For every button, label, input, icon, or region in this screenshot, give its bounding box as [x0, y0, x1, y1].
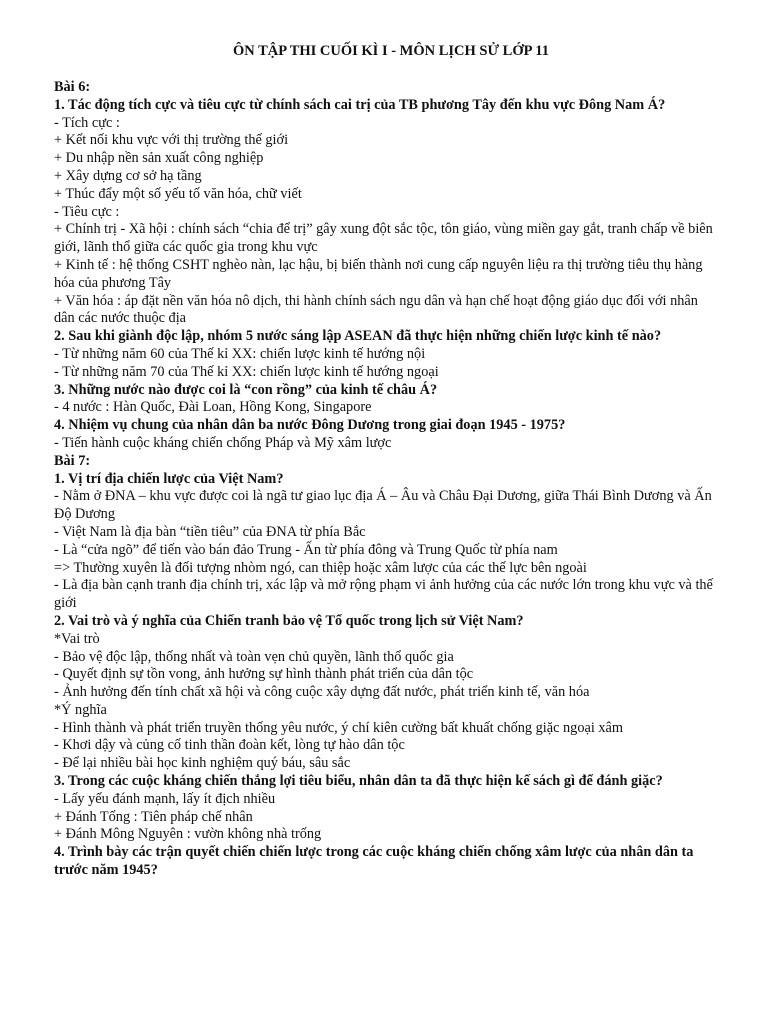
- text-line: - Là địa bàn cạnh tranh địa chính trị, xác lập và mở rộng phạm vi ảnh hưởng của các nước lớn trong khu vực và thế giới: [54, 577, 713, 612]
- text-line: - Nằm ở ĐNA – khu vực được coi là ngã tư giao lục địa Á – Âu và Châu Đại Dương, giữa Thái Bình Dương và Ấn Độ Dương: [54, 488, 712, 523]
- text-line: - Tiến hành cuộc kháng chiến chống Pháp và Mỹ xâm lược: [54, 434, 392, 451]
- text-line: + Đánh Mông Nguyên : vườn không nhà trống: [54, 826, 322, 843]
- question-heading: 3. Trong các cuộc kháng chiến thắng lợi tiêu biểu, nhân dân ta đã thực hiện kế sách gì để đánh giặc?: [54, 773, 663, 790]
- text-line: + Văn hóa : áp đặt nền văn hóa nô dịch, thi hành chính sách ngu dân và hạn chế hoạt động giáo dục đối với nhân dân các nước thuộc địa: [54, 292, 698, 327]
- question-heading: 4. Nhiệm vụ chung của nhân dân ba nước Đông Dương trong giai đoạn 1945 - 1975?: [54, 417, 566, 434]
- text-line: - 4 nước : Hàn Quốc, Đài Loan, Hồng Kong, Singapore: [54, 399, 372, 416]
- text-line: + Du nhập nền sản xuất công nghiệp: [54, 150, 264, 167]
- text-line: - Là “cửa ngõ” để tiến vào bán đảo Trung - Ấn từ phía đông và Trung Quốc từ phía nam: [54, 541, 558, 558]
- text-line: - Khơi dậy và củng cố tinh thần đoàn kết, lòng tự hào dân tộc: [54, 737, 405, 754]
- text-line: - Để lại nhiều bài học kinh nghiệm quý báu, sâu sắc: [54, 755, 351, 772]
- question-heading: 3. Những nước nào được coi là “con rồng” của kinh tế châu Á?: [54, 381, 438, 398]
- text-line: *Vai trò: [54, 630, 100, 647]
- question-heading: 2. Vai trò và ý nghĩa của Chiến tranh bảo vệ Tổ quốc trong lịch sử Việt Nam?: [54, 612, 524, 629]
- text-line: - Việt Nam là địa bàn “tiền tiêu” của ĐNA từ phía Bắc: [54, 523, 366, 540]
- text-line: + Thúc đẩy một số yếu tố văn hóa, chữ viết: [54, 185, 302, 202]
- text-line: + Kinh tế : hệ thống CSHT nghèo nàn, lạc hậu, bị biến thành nơi cung cấp nguyên liệu ra thị trường tiêu thụ hàng hóa của phương Tây: [54, 256, 703, 291]
- text-line: - Hình thành và phát triển truyền thống yêu nước, ý chí kiên cường bất khuất chống giặc ngoại xâm: [54, 719, 623, 736]
- text-line: *Ý nghĩa: [54, 701, 107, 718]
- text-line: + Xây dựng cơ sở hạ tầng: [54, 167, 202, 184]
- question-heading: 1. Tác động tích cực và tiêu cực từ chính sách cai trị của TB phương Tây đến khu vực Đông Nam Á?: [54, 96, 666, 113]
- text-line: => Thường xuyên là đối tượng nhòm ngó, can thiệp hoặc xâm lược của các thế lực bên ngoài: [54, 559, 587, 576]
- document-body: [54, 79, 720, 880]
- text-line: - Bảo vệ độc lập, thống nhất và toàn vẹn chủ quyền, lãnh thổ quốc gia: [54, 648, 454, 665]
- question-heading: 4. Trình bày các trận quyết chiến chiến lược trong các cuộc kháng chiến chống xâm lược của nhân dân ta trước năm 1945?: [54, 844, 694, 879]
- text-line: + Kết nối khu vực với thị trường thế giới: [54, 132, 289, 149]
- text-line: - Ảnh hưởng đến tính chất xã hội và công cuộc xây dựng đất nước, phát triển kinh tế, văn hóa: [54, 684, 590, 701]
- text-line: + Chính trị - Xã hội : chính sách “chia để trị” gây xung đột sắc tộc, tôn giáo, vùng miền gay gắt, tranh chấp về biên giới, lãnh thổ giữa các quốc gia trong khu vực: [54, 221, 713, 256]
- document-title: ÔN TẬP THI CUỐI KÌ I - MÔN LỊCH SỬ LỚP 11: [233, 43, 549, 59]
- text-line: - Từ những năm 70 của Thế kỉ XX: chiến lược kinh tế hướng ngoại: [54, 363, 439, 380]
- question-heading: 1. Vị trí địa chiến lược của Việt Nam?: [54, 470, 284, 487]
- text-line: - Lấy yếu đánh mạnh, lấy ít địch nhiều: [54, 790, 276, 807]
- text-line: - Quyết định sự tồn vong, ảnh hưởng sự hình thành phát triển của dân tộc: [54, 666, 474, 683]
- question-heading: 2. Sau khi giành độc lập, nhóm 5 nước sáng lập ASEAN đã thực hiện những chiến lược kinh tế nào?: [54, 328, 662, 345]
- question-heading: Bài 6:: [54, 79, 91, 95]
- text-line: - Tiêu cực :: [54, 203, 120, 220]
- text-line: - Từ những năm 60 của Thế kỉ XX: chiến lược kinh tế hướng nội: [54, 345, 426, 362]
- text-line: - Tích cực :: [54, 114, 120, 131]
- text-line: + Đánh Tống : Tiên pháp chế nhân: [54, 808, 253, 825]
- question-heading: Bài 7:: [54, 452, 91, 469]
